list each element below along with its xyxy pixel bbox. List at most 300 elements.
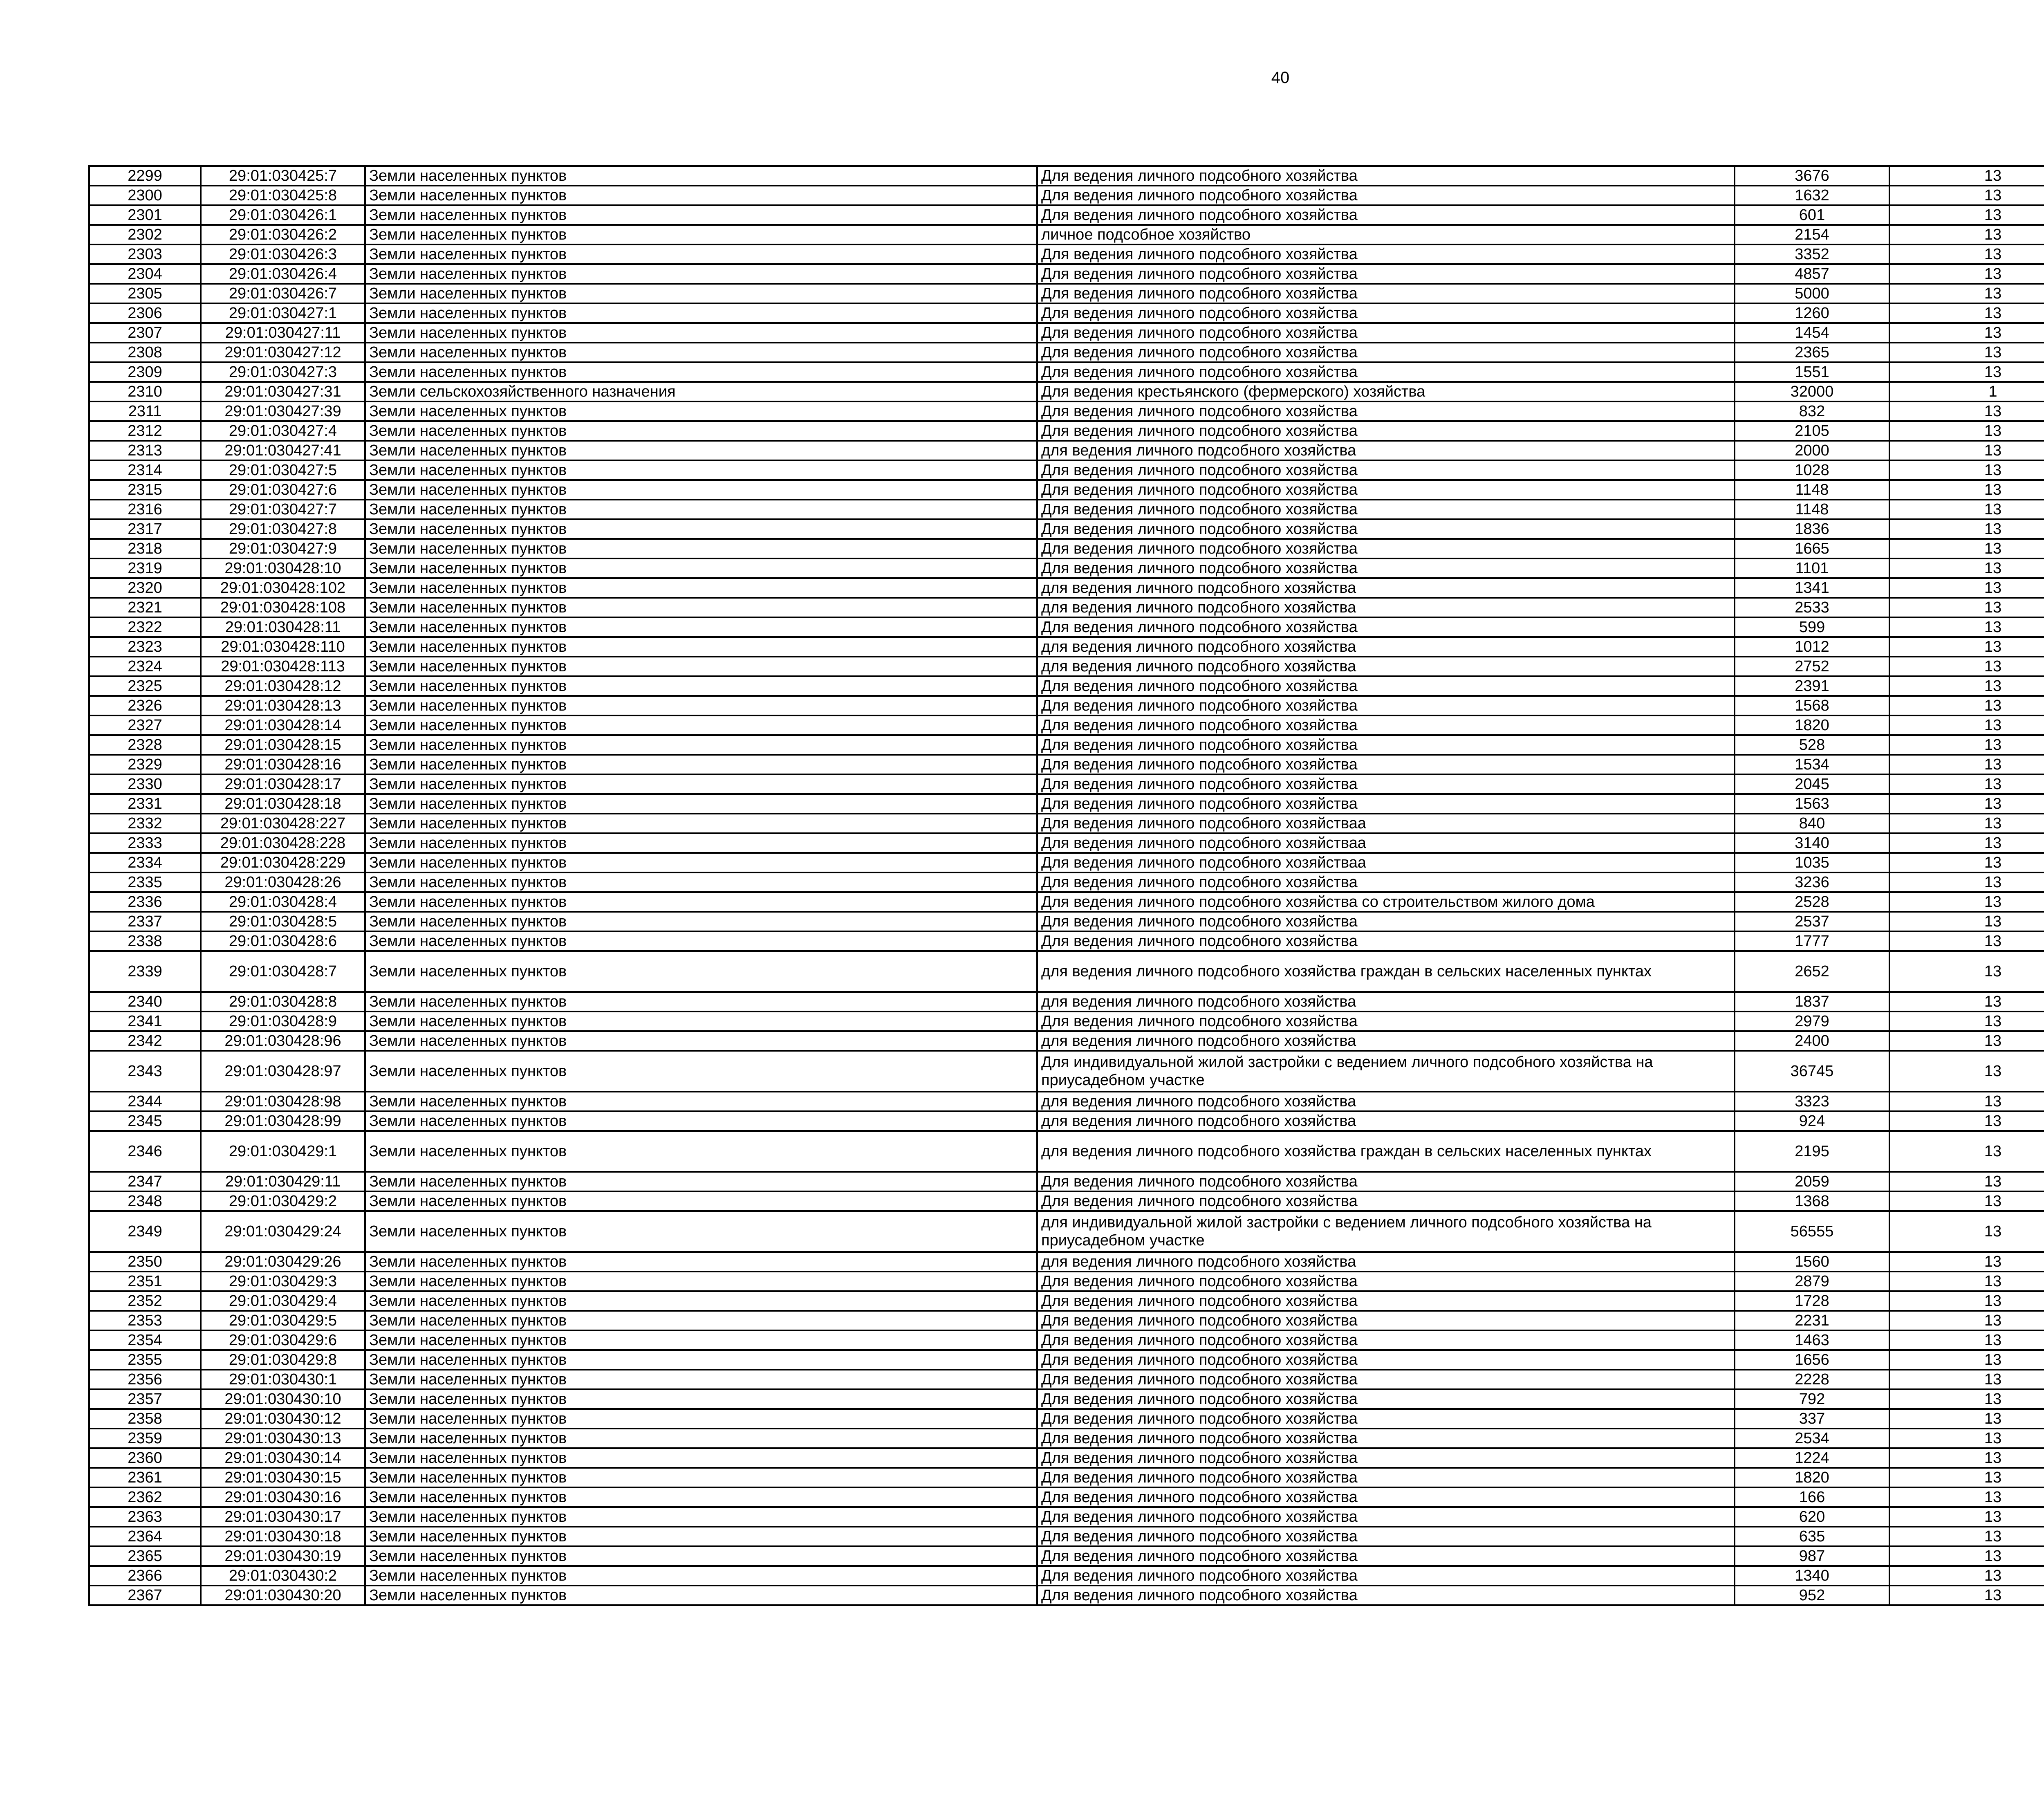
- cadastral-number-cell: 29:01:030428:96: [201, 1031, 365, 1051]
- permitted-use-cell: для ведения личного подсобного хозяйства: [1037, 598, 1735, 617]
- group-cell: 13: [1889, 343, 2044, 362]
- area-cell: 36745: [1735, 1051, 1889, 1092]
- row-number-cell: 2349: [89, 1211, 201, 1252]
- group-cell: 13: [1889, 1527, 2044, 1546]
- cadastral-number-cell: 29:01:030426:1: [201, 205, 365, 225]
- table-row: [89, 715, 2044, 735]
- table-row: [89, 1468, 2044, 1487]
- area-cell: 1820: [1735, 1468, 1889, 1487]
- cadastral-number-cell: 29:01:030430:10: [201, 1389, 365, 1409]
- area-cell: 2879: [1735, 1272, 1889, 1291]
- area-cell: 1463: [1735, 1330, 1889, 1350]
- land-category-cell: Земли населенных пунктов: [365, 1468, 1037, 1487]
- table-row: [89, 421, 2044, 441]
- area-cell: 1035: [1735, 853, 1889, 872]
- area-cell: 1632: [1735, 186, 1889, 205]
- row-number-cell: 2346: [89, 1131, 201, 1172]
- land-category-cell: Земли населенных пунктов: [365, 696, 1037, 715]
- group-cell: 13: [1889, 892, 2044, 912]
- table-row: [89, 519, 2044, 539]
- row-number-cell: 2363: [89, 1507, 201, 1527]
- area-cell: 4857: [1735, 264, 1889, 284]
- cadastral-number-cell: 29:01:030430:12: [201, 1409, 365, 1429]
- table-row: [89, 1370, 2044, 1389]
- land-category-cell: Земли населенных пунктов: [365, 166, 1037, 186]
- cadastral-number-cell: 29:01:030427:6: [201, 480, 365, 500]
- row-number-cell: 2359: [89, 1429, 201, 1448]
- group-cell: 13: [1889, 244, 2044, 264]
- area-cell: 1368: [1735, 1191, 1889, 1211]
- group-cell: 13: [1889, 853, 2044, 872]
- table-row: [89, 1389, 2044, 1409]
- table-row: [89, 362, 2044, 382]
- area-cell: 1568: [1735, 696, 1889, 715]
- land-category-cell: Земли населенных пунктов: [365, 853, 1037, 872]
- area-cell: 2000: [1735, 441, 1889, 460]
- area-cell: 3323: [1735, 1092, 1889, 1111]
- permitted-use-cell: Для ведения личного подсобного хозяйства: [1037, 1409, 1735, 1429]
- table-row: [89, 1330, 2044, 1350]
- group-cell: 13: [1889, 833, 2044, 853]
- row-number-cell: 2308: [89, 343, 201, 362]
- permitted-use-cell: Для ведения личного подсобного хозяйства: [1037, 1546, 1735, 1566]
- cadastral-number-cell: 29:01:030429:26: [201, 1252, 365, 1272]
- group-cell: 13: [1889, 814, 2044, 833]
- group-cell: 13: [1889, 992, 2044, 1012]
- area-cell: 599: [1735, 617, 1889, 637]
- area-cell: 952: [1735, 1586, 1889, 1605]
- table-row: [89, 1429, 2044, 1448]
- area-cell: 601: [1735, 205, 1889, 225]
- land-category-cell: Земли населенных пунктов: [365, 343, 1037, 362]
- table-row: [89, 814, 2044, 833]
- table-row: [89, 1272, 2044, 1291]
- cadastral-number-cell: 29:01:030427:5: [201, 460, 365, 480]
- table-body: [89, 166, 2044, 1605]
- table-row: [89, 539, 2044, 558]
- table-row: [89, 225, 2044, 244]
- group-cell: 13: [1889, 598, 2044, 617]
- row-number-cell: 2353: [89, 1311, 201, 1330]
- row-number-cell: 2329: [89, 755, 201, 774]
- cadastral-number-cell: 29:01:030430:14: [201, 1448, 365, 1468]
- group-cell: 13: [1889, 205, 2044, 225]
- permitted-use-cell: Для ведения личного подсобного хозяйства: [1037, 244, 1735, 264]
- land-category-cell: Земли населенных пунктов: [365, 1586, 1037, 1605]
- land-category-cell: Земли населенных пунктов: [365, 1272, 1037, 1291]
- area-cell: 1560: [1735, 1252, 1889, 1272]
- table-row: [89, 1131, 2044, 1172]
- cadastral-number-cell: 29:01:030429:11: [201, 1172, 365, 1191]
- row-number-cell: 2362: [89, 1487, 201, 1507]
- permitted-use-cell: Для ведения личного подсобного хозяйства: [1037, 676, 1735, 696]
- group-cell: 13: [1889, 1586, 2044, 1605]
- group-cell: 13: [1889, 166, 2044, 186]
- land-category-cell: Земли населенных пунктов: [365, 500, 1037, 519]
- permitted-use-cell: Для ведения личного подсобного хозяйства: [1037, 460, 1735, 480]
- area-cell: 2059: [1735, 1172, 1889, 1191]
- row-number-cell: 2342: [89, 1031, 201, 1051]
- group-cell: 13: [1889, 1546, 2044, 1566]
- group-cell: 13: [1889, 715, 2044, 735]
- group-cell: 13: [1889, 500, 2044, 519]
- cadastral-number-cell: 29:01:030428:102: [201, 578, 365, 598]
- land-category-cell: Земли населенных пунктов: [365, 1429, 1037, 1448]
- cadastral-number-cell: 29:01:030426:4: [201, 264, 365, 284]
- table-row: [89, 1448, 2044, 1468]
- land-category-cell: Земли населенных пунктов: [365, 1031, 1037, 1051]
- table-row: [89, 1350, 2044, 1370]
- land-category-cell: Земли населенных пунктов: [365, 225, 1037, 244]
- group-cell: 13: [1889, 362, 2044, 382]
- table-row: [89, 1092, 2044, 1111]
- table-row: [89, 1172, 2044, 1191]
- permitted-use-cell: Для ведения личного подсобного хозяйства: [1037, 912, 1735, 931]
- area-cell: 1224: [1735, 1448, 1889, 1468]
- area-cell: 2195: [1735, 1131, 1889, 1172]
- cadastral-number-cell: 29:01:030428:227: [201, 814, 365, 833]
- permitted-use-cell: Для ведения личного подсобного хозяйства: [1037, 519, 1735, 539]
- cadastral-number-cell: 29:01:030428:9: [201, 1012, 365, 1031]
- area-cell: 2231: [1735, 1311, 1889, 1330]
- area-cell: 1101: [1735, 558, 1889, 578]
- land-category-cell: Земли населенных пунктов: [365, 460, 1037, 480]
- land-category-cell: Земли населенных пунктов: [365, 1546, 1037, 1566]
- row-number-cell: 2301: [89, 205, 201, 225]
- cadastral-number-cell: 29:01:030427:3: [201, 362, 365, 382]
- area-cell: 1820: [1735, 715, 1889, 735]
- land-category-cell: Земли населенных пунктов: [365, 1507, 1037, 1527]
- permitted-use-cell: Для ведения крестьянского (фермерского) хозяйства: [1037, 382, 1735, 401]
- group-cell: 13: [1889, 1291, 2044, 1311]
- table-row: [89, 992, 2044, 1012]
- area-cell: 1028: [1735, 460, 1889, 480]
- group-cell: 13: [1889, 657, 2044, 676]
- cadastral-number-cell: 29:01:030429:1: [201, 1131, 365, 1172]
- area-cell: 2400: [1735, 1031, 1889, 1051]
- group-cell: 13: [1889, 558, 2044, 578]
- area-cell: 2537: [1735, 912, 1889, 931]
- permitted-use-cell: для ведения личного подсобного хозяйства: [1037, 1092, 1735, 1111]
- permitted-use-cell: Для ведения личного подсобного хозяйства: [1037, 343, 1735, 362]
- area-cell: 1534: [1735, 755, 1889, 774]
- area-cell: 1341: [1735, 578, 1889, 598]
- land-category-cell: Земли населенных пунктов: [365, 1012, 1037, 1031]
- land-category-cell: Земли населенных пунктов: [365, 1330, 1037, 1350]
- row-number-cell: 2328: [89, 735, 201, 755]
- group-cell: 13: [1889, 1448, 2044, 1468]
- area-cell: 337: [1735, 1409, 1889, 1429]
- row-number-cell: 2304: [89, 264, 201, 284]
- permitted-use-cell: Для ведения личного подсобного хозяйства: [1037, 1350, 1735, 1370]
- area-cell: 3352: [1735, 244, 1889, 264]
- land-category-cell: Земли населенных пунктов: [365, 1566, 1037, 1586]
- table-row: [89, 833, 2044, 853]
- cadastral-number-cell: 29:01:030429:4: [201, 1291, 365, 1311]
- table-row: [89, 1191, 2044, 1211]
- cadastral-number-cell: 29:01:030428:5: [201, 912, 365, 931]
- permitted-use-cell: Для ведения личного подсобного хозяйства: [1037, 715, 1735, 735]
- permitted-use-cell: Для ведения личного подсобного хозяйства: [1037, 1311, 1735, 1330]
- cadastral-number-cell: 29:01:030429:2: [201, 1191, 365, 1211]
- area-cell: 2652: [1735, 951, 1889, 992]
- table-row: [89, 382, 2044, 401]
- table-row: [89, 558, 2044, 578]
- land-category-cell: Земли населенных пунктов: [365, 205, 1037, 225]
- row-number-cell: 2365: [89, 1546, 201, 1566]
- cadastral-number-cell: 29:01:030428:18: [201, 794, 365, 814]
- row-number-cell: 2313: [89, 441, 201, 460]
- group-cell: 13: [1889, 1272, 2044, 1291]
- permitted-use-cell: Для ведения личного подсобного хозяйства: [1037, 421, 1735, 441]
- area-cell: 528: [1735, 735, 1889, 755]
- cadastral-number-cell: 29:01:030427:12: [201, 343, 365, 362]
- group-cell: 13: [1889, 1051, 2044, 1092]
- group-cell: 13: [1889, 1429, 2044, 1448]
- cadastral-number-cell: 29:01:030428:15: [201, 735, 365, 755]
- cadastral-number-cell: 29:01:030428:26: [201, 872, 365, 892]
- row-number-cell: 2303: [89, 244, 201, 264]
- permitted-use-cell: Для ведения личного подсобного хозяйства: [1037, 872, 1735, 892]
- group-cell: 13: [1889, 617, 2044, 637]
- area-cell: 32000: [1735, 382, 1889, 401]
- cadastral-number-cell: 29:01:030428:14: [201, 715, 365, 735]
- permitted-use-cell: Для ведения личного подсобного хозяйства: [1037, 1389, 1735, 1409]
- cadastral-number-cell: 29:01:030430:19: [201, 1546, 365, 1566]
- land-category-cell: Земли населенных пунктов: [365, 617, 1037, 637]
- cadastral-number-cell: 29:01:030428:13: [201, 696, 365, 715]
- permitted-use-cell: Для ведения личного подсобного хозяйства: [1037, 303, 1735, 323]
- row-number-cell: 2332: [89, 814, 201, 833]
- land-category-cell: Земли населенных пунктов: [365, 1191, 1037, 1211]
- row-number-cell: 2357: [89, 1389, 201, 1409]
- land-category-cell: Земли населенных пунктов: [365, 1448, 1037, 1468]
- row-number-cell: 2319: [89, 558, 201, 578]
- area-cell: 2528: [1735, 892, 1889, 912]
- row-number-cell: 2335: [89, 872, 201, 892]
- table-row: [89, 186, 2044, 205]
- permitted-use-cell: Для ведения личного подсобного хозяйства: [1037, 1429, 1735, 1448]
- land-category-cell: Земли населенных пунктов: [365, 1389, 1037, 1409]
- table-row: [89, 578, 2044, 598]
- group-cell: 13: [1889, 1252, 2044, 1272]
- cadastral-number-cell: 29:01:030430:18: [201, 1527, 365, 1546]
- row-number-cell: 2306: [89, 303, 201, 323]
- table-row: [89, 657, 2044, 676]
- group-cell: 13: [1889, 1172, 2044, 1191]
- table-row: [89, 853, 2044, 872]
- permitted-use-cell: Для ведения личного подсобного хозяйстваа: [1037, 814, 1735, 833]
- table-row: [89, 1586, 2044, 1605]
- area-cell: 2045: [1735, 774, 1889, 794]
- area-cell: 56555: [1735, 1211, 1889, 1252]
- area-cell: 1148: [1735, 500, 1889, 519]
- cadastral-number-cell: 29:01:030428:12: [201, 676, 365, 696]
- row-number-cell: 2352: [89, 1291, 201, 1311]
- land-category-cell: Земли населенных пунктов: [365, 1051, 1037, 1092]
- table-row: [89, 774, 2044, 794]
- cadastral-number-cell: 29:01:030425:8: [201, 186, 365, 205]
- land-category-cell: Земли населенных пунктов: [365, 872, 1037, 892]
- area-cell: 2533: [1735, 598, 1889, 617]
- cadastral-number-cell: 29:01:030427:4: [201, 421, 365, 441]
- group-cell: 13: [1889, 1311, 2044, 1330]
- permitted-use-cell: для индивидуальной жилой застройки с ведением личного подсобного хозяйства на приусадебном участке: [1037, 1211, 1735, 1252]
- permitted-use-cell: для ведения личного подсобного хозяйства граждан в сельских населенных пунктах: [1037, 951, 1735, 992]
- row-number-cell: 2321: [89, 598, 201, 617]
- table-row: [89, 1012, 2044, 1031]
- area-cell: 1454: [1735, 323, 1889, 343]
- permitted-use-cell: Для ведения личного подсобного хозяйстваа: [1037, 833, 1735, 853]
- group-cell: 13: [1889, 794, 2044, 814]
- permitted-use-cell: для ведения личного подсобного хозяйства: [1037, 1252, 1735, 1272]
- table-row: [89, 1546, 2044, 1566]
- cadastral-number-cell: 29:01:030429:24: [201, 1211, 365, 1252]
- table-row: [89, 1111, 2044, 1131]
- cadastral-number-cell: 29:01:030428:108: [201, 598, 365, 617]
- permitted-use-cell: Для ведения личного подсобного хозяйства: [1037, 186, 1735, 205]
- land-category-cell: Земли населенных пунктов: [365, 931, 1037, 951]
- table-row: [89, 1311, 2044, 1330]
- area-cell: 840: [1735, 814, 1889, 833]
- row-number-cell: 2338: [89, 931, 201, 951]
- table-row: [89, 1291, 2044, 1311]
- land-category-cell: Земли населенных пунктов: [365, 1252, 1037, 1272]
- row-number-cell: 2367: [89, 1586, 201, 1605]
- row-number-cell: 2310: [89, 382, 201, 401]
- land-category-cell: Земли населенных пунктов: [365, 1487, 1037, 1507]
- row-number-cell: 2299: [89, 166, 201, 186]
- row-number-cell: 2302: [89, 225, 201, 244]
- land-category-cell: Земли населенных пунктов: [365, 264, 1037, 284]
- permitted-use-cell: Для ведения личного подсобного хозяйства: [1037, 1012, 1735, 1031]
- permitted-use-cell: Для ведения личного подсобного хозяйства: [1037, 1448, 1735, 1468]
- permitted-use-cell: Для ведения личного подсобного хозяйства: [1037, 794, 1735, 814]
- area-cell: 2391: [1735, 676, 1889, 696]
- row-number-cell: 2307: [89, 323, 201, 343]
- area-cell: 2105: [1735, 421, 1889, 441]
- area-cell: 2365: [1735, 343, 1889, 362]
- row-number-cell: 2305: [89, 284, 201, 303]
- table-row: [89, 401, 2044, 421]
- group-cell: 13: [1889, 539, 2044, 558]
- cadastral-number-cell: 29:01:030427:39: [201, 401, 365, 421]
- permitted-use-cell: Для ведения личного подсобного хозяйства: [1037, 500, 1735, 519]
- row-number-cell: 2341: [89, 1012, 201, 1031]
- permitted-use-cell: Для ведения личного подсобного хозяйства: [1037, 1272, 1735, 1291]
- land-category-cell: Земли населенных пунктов: [365, 637, 1037, 657]
- land-category-cell: Земли населенных пунктов: [365, 362, 1037, 382]
- group-cell: 13: [1889, 951, 2044, 992]
- cadastral-number-cell: 29:01:030430:13: [201, 1429, 365, 1448]
- area-cell: 1836: [1735, 519, 1889, 539]
- row-number-cell: 2348: [89, 1191, 201, 1211]
- group-cell: 13: [1889, 696, 2044, 715]
- cadastral-number-cell: 29:01:030430:1: [201, 1370, 365, 1389]
- permitted-use-cell: Для ведения личного подсобного хозяйства: [1037, 1507, 1735, 1527]
- land-category-cell: Земли населенных пунктов: [365, 558, 1037, 578]
- cadastral-number-cell: 29:01:030430:17: [201, 1507, 365, 1527]
- table-row: [89, 872, 2044, 892]
- cadastral-number-cell: 29:01:030429:3: [201, 1272, 365, 1291]
- group-cell: 13: [1889, 1191, 2044, 1211]
- area-cell: 1340: [1735, 1566, 1889, 1586]
- row-number-cell: 2324: [89, 657, 201, 676]
- land-category-cell: Земли населенных пунктов: [365, 735, 1037, 755]
- cadastral-number-cell: 29:01:030428:6: [201, 931, 365, 951]
- permitted-use-cell: Для ведения личного подсобного хозяйства: [1037, 1172, 1735, 1191]
- row-number-cell: 2333: [89, 833, 201, 853]
- permitted-use-cell: Для ведения личного подсобного хозяйства: [1037, 284, 1735, 303]
- row-number-cell: 2355: [89, 1350, 201, 1370]
- cadastral-number-cell: 29:01:030427:1: [201, 303, 365, 323]
- permitted-use-cell: Для ведения личного подсобного хозяйстваа: [1037, 853, 1735, 872]
- row-number-cell: 2361: [89, 1468, 201, 1487]
- land-category-cell: Земли населенных пунктов: [365, 441, 1037, 460]
- cadastral-number-cell: 29:01:030427:11: [201, 323, 365, 343]
- area-cell: 792: [1735, 1389, 1889, 1409]
- permitted-use-cell: Для ведения личного подсобного хозяйства: [1037, 558, 1735, 578]
- cadastral-number-cell: 29:01:030428:11: [201, 617, 365, 637]
- land-category-cell: Земли населенных пунктов: [365, 539, 1037, 558]
- area-cell: 620: [1735, 1507, 1889, 1527]
- land-category-cell: Земли населенных пунктов: [365, 519, 1037, 539]
- land-category-cell: Земли населенных пунктов: [365, 755, 1037, 774]
- area-cell: 1551: [1735, 362, 1889, 382]
- group-cell: 13: [1889, 460, 2044, 480]
- table-row: [89, 480, 2044, 500]
- permitted-use-cell: Для ведения личного подсобного хозяйства: [1037, 539, 1735, 558]
- row-number-cell: 2314: [89, 460, 201, 480]
- cadastral-number-cell: 29:01:030430:20: [201, 1586, 365, 1605]
- cadastral-number-cell: 29:01:030430:2: [201, 1566, 365, 1586]
- cadastral-number-cell: 29:01:030428:4: [201, 892, 365, 912]
- permitted-use-cell: Для ведения личного подсобного хозяйства: [1037, 1191, 1735, 1211]
- permitted-use-cell: для ведения личного подсобного хозяйства: [1037, 1111, 1735, 1131]
- group-cell: 13: [1889, 1468, 2044, 1487]
- land-category-cell: Земли населенных пунктов: [365, 951, 1037, 992]
- row-number-cell: 2337: [89, 912, 201, 931]
- row-number-cell: 2334: [89, 853, 201, 872]
- table-row: [89, 1051, 2044, 1092]
- cadastral-number-cell: 29:01:030428:110: [201, 637, 365, 657]
- area-cell: 832: [1735, 401, 1889, 421]
- row-number-cell: 2351: [89, 1272, 201, 1291]
- land-category-cell: Земли населенных пунктов: [365, 323, 1037, 343]
- cadastral-number-cell: 29:01:030427:41: [201, 441, 365, 460]
- table-row: [89, 931, 2044, 951]
- cadastral-number-cell: 29:01:030427:31: [201, 382, 365, 401]
- permitted-use-cell: Для ведения личного подсобного хозяйства: [1037, 735, 1735, 755]
- row-number-cell: 2311: [89, 401, 201, 421]
- group-cell: 13: [1889, 401, 2044, 421]
- table-row: [89, 323, 2044, 343]
- row-number-cell: 2345: [89, 1111, 201, 1131]
- row-number-cell: 2315: [89, 480, 201, 500]
- area-cell: 166: [1735, 1487, 1889, 1507]
- group-cell: 13: [1889, 519, 2044, 539]
- area-cell: 924: [1735, 1111, 1889, 1131]
- group-cell: 13: [1889, 441, 2044, 460]
- row-number-cell: 2309: [89, 362, 201, 382]
- group-cell: 13: [1889, 1131, 2044, 1172]
- area-cell: 2228: [1735, 1370, 1889, 1389]
- row-number-cell: 2326: [89, 696, 201, 715]
- group-cell: 13: [1889, 774, 2044, 794]
- table-row: [89, 1487, 2044, 1507]
- permitted-use-cell: Для ведения личного подсобного хозяйства: [1037, 205, 1735, 225]
- row-number-cell: 2339: [89, 951, 201, 992]
